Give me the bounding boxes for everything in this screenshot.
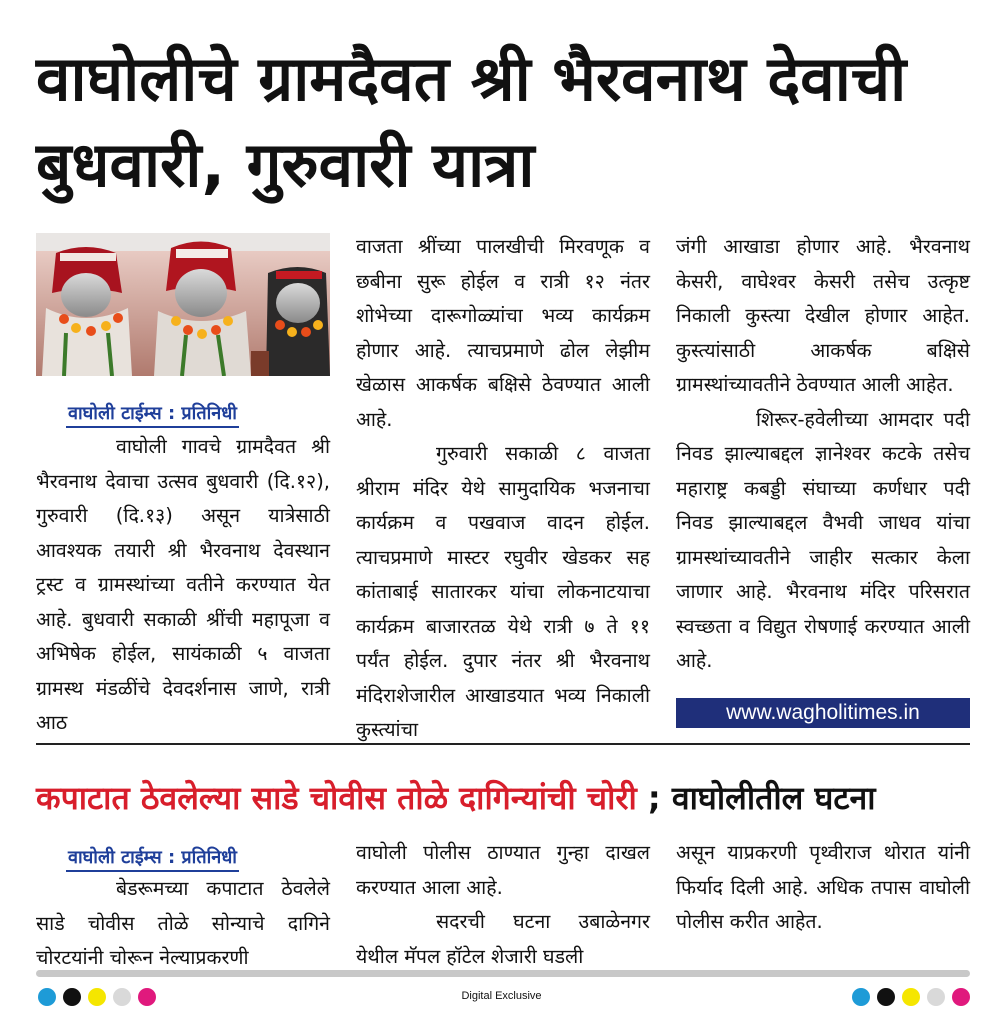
article2-column-3 [676, 836, 970, 940]
section-divider [36, 743, 970, 745]
yellow-mark [902, 988, 920, 1006]
footer-label: Digital Exclusive [461, 990, 542, 1002]
article2-paragraph-2: वाघोली पोलीस ठाण्यात गुन्हा दाखल करण्यात आला आहे. [356, 841, 650, 899]
article1-paragraph-2: वाजता श्रींच्या पालखीची मिरवणूक व छबीना सुरू होईल व रात्री १२ नंतर शोभेच्या दारूगोळ्यांचा भव्य कार्यक्रम होणार आहे. त्याचप्रमाणे ढोल लेझीम खेळास आकर्षक बक्षिसे ठेवण्यात आली आहे. [356, 235, 650, 431]
article1-paragraph-1: वाघोली गावचे ग्रामदैवत श्री भैरवनाथ देवाचा उत्सव बुधवारी (दि.१२), गुरुवारी (दि.१३) असून यात्रेसाठी आवश्यक तयारी श्री भैरवनाथ देवस्थान ट्रस्ट व ग्रामस्थांच्या वतीने करण्यात येत आहे. बुधवारी सकाळी श्रींची महापूजा व अभिषेक होईल, सायंकाळी ५ वाजता ग्रामस्थ मंडळींचे देवदर्शनास जाणे, रात्री आठ [36, 435, 330, 734]
article2-column-1 [36, 840, 330, 976]
article2-paragraph-4: असून याप्रकरणी पृथ्वीराज थोरात यांनी फिर्याद दिली आहे. अधिक तपास वाघोली पोलीस करीत आहेत. [676, 841, 970, 933]
article1-paragraph-4: जंगी आखाडा होणार आहे. भैरवनाथ केसरी, वाघेश्वर केसरी तसेच उत्कृष्ट निकाली कुस्त्या देखील होणार आहेत. कुस्त्यांसाठी आकर्षक बक्षिसे ग्रामस्थांच्यावतीने ठेवण्यात आली आहेत. [676, 235, 970, 396]
article2-paragraph-1: बेडरूमच्या कपाटात ठेवलेले साडे चोवीस तोळे सोन्याचे दागिने चोरटयांनी चोरून नेल्याप्रकरणी [36, 877, 330, 969]
grey-mark [927, 988, 945, 1006]
cyan-mark [852, 988, 870, 1006]
temple-deity-photo [36, 233, 330, 376]
article1-paragraph-3: गुरुवारी सकाळी ८ वाजता श्रीराम मंदिर येथे सामुदायिक भजनाचा कार्यक्रम व पखवाज वादन होईल. त्याचप्रमाणे मास्टर रघुवीर खेडकर सह कांताबाई सातारकर यांचा लोकनाटयाचा कार्यक्रम बाजारतळ येथे रात्री ७ ते ११ पर्यंत होईल. दुपार नंतर श्री भैरवनाथ मंदिराशेजारील आखाडयात भव्य निकाली कुस्त्यांचा [356, 442, 650, 741]
article2-headline [36, 776, 976, 820]
article1-paragraph-5: शिरूर-हवेलीच्या आमदार पदी निवड झाल्याबद्दल ज्ञानेश्वर कटके तसेच महाराष्ट्र कबड्डी संघाच्या कर्णधार पदी निवड झाल्याबद्दल वैभवी जाधव यांचा ग्रामस्थांच्यावतीने जाहीर सत्कार केला जाणार आहे. भैरवनाथ मंदिर परिसरात स्वच्छता व विद्युत रोषणाई करण्यात आली आहे. [676, 407, 970, 672]
article2-paragraph-3: सदरची घटना उबाळेनगर येथील मॅपल हॉटेल शेजारी घडली [356, 910, 650, 968]
article2-headline-suffix: ; वाघोलीतील घटना [636, 779, 876, 817]
article1-byline: वाघोली टाईम्स : प्रतिनिधी [66, 402, 239, 428]
article1-column-3 [676, 230, 970, 679]
article2-headline-main: कपाटात ठेवलेल्या साडे चोवीस तोळे दागिन्यांची चोरी [36, 779, 637, 817]
temple-deity-photo-art [36, 233, 330, 376]
article1-column-2 [356, 230, 650, 748]
page-scrollbar[interactable] [36, 970, 970, 977]
article1-column-1 [36, 396, 330, 741]
magenta-mark [952, 988, 970, 1006]
main-headline: वाघोलीचे ग्रामदैवत श्री भैरवनाथ देवाची बुधवारी, गुरुवारी यात्रा [36, 42, 907, 201]
article2-byline: वाघोली टाईम्स : प्रतिनिधी [66, 846, 239, 872]
print-marks-right [852, 988, 970, 1006]
black-mark [877, 988, 895, 1006]
article2-column-2 [356, 836, 650, 974]
website-url-banner[interactable]: www.wagholitimes.in [676, 698, 970, 728]
